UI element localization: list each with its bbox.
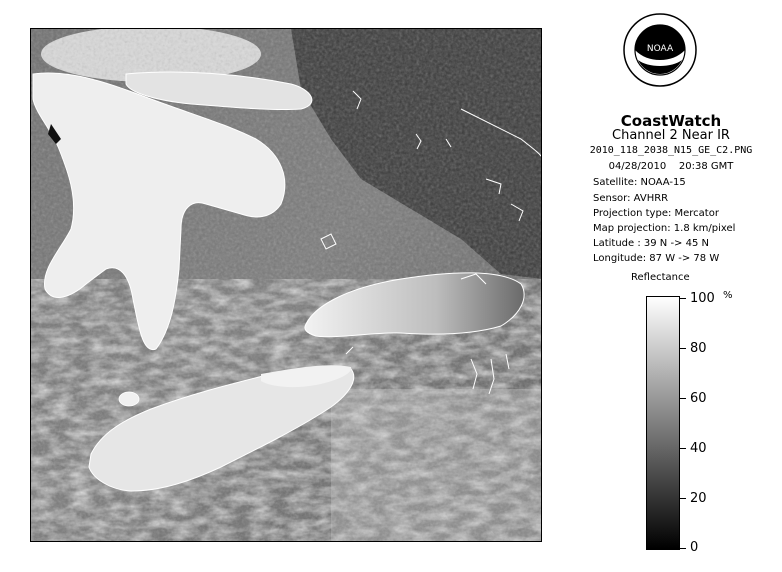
colorbar-tick bbox=[680, 298, 686, 299]
meta-satellite: Satellite: NOAA-15 bbox=[593, 177, 686, 188]
product-title: CoastWatch bbox=[620, 112, 722, 130]
colorbar-tick bbox=[680, 448, 686, 449]
legend-title: Reflectance bbox=[631, 272, 690, 283]
colorbar-tick bbox=[680, 498, 686, 499]
noaa-logo bbox=[620, 12, 700, 107]
satellite-image-svg bbox=[31, 29, 542, 542]
meta-sensor: Sensor: AVHRR bbox=[593, 193, 669, 204]
legend-unit: % bbox=[723, 290, 733, 301]
colorbar-label: 100 bbox=[690, 291, 715, 306]
colorbar-label: 60 bbox=[690, 391, 707, 406]
meta-projection-type: Projection type: Mercator bbox=[593, 208, 719, 219]
product-subtitle: Channel 2 Near IR bbox=[612, 128, 730, 143]
colorbar-label: 0 bbox=[690, 540, 699, 555]
colorbar-label: 80 bbox=[690, 341, 707, 356]
product-filename: 2010_118_2038_N15_GE_C2.PNG bbox=[589, 145, 753, 156]
colorbar bbox=[646, 296, 680, 550]
colorbar-tick bbox=[680, 398, 686, 399]
colorbar-tick bbox=[680, 348, 686, 349]
noaa-logo-text: NOAA bbox=[646, 44, 674, 54]
satellite-image bbox=[30, 28, 542, 542]
colorbar-label: 20 bbox=[690, 491, 707, 506]
meta-latitude: Latitude : 39 N -> 45 N bbox=[593, 238, 709, 249]
colorbar-label: 40 bbox=[690, 441, 707, 456]
lake-st-clair bbox=[119, 392, 139, 406]
meta-map-projection: Map projection: 1.8 km/pixel bbox=[593, 223, 736, 234]
colorbar-tick bbox=[680, 548, 686, 549]
product-datetime: 04/28/2010 20:38 GMT bbox=[608, 161, 734, 172]
meta-longitude: Longitude: 87 W -> 78 W bbox=[593, 253, 720, 264]
